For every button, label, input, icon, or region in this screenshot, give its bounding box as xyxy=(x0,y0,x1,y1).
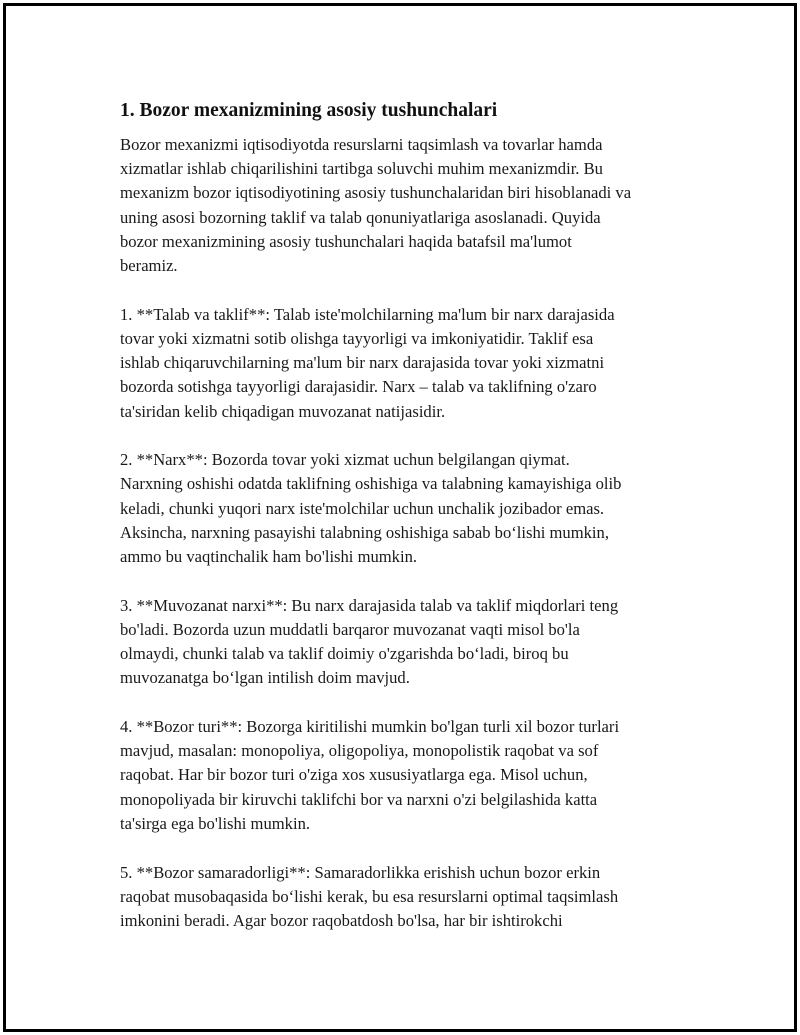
text-line: ammo bu vaqtinchalik ham bo'lishi mumkin. xyxy=(120,547,418,567)
paragraph-muvozanat-narxi xyxy=(120,594,710,691)
paragraph-intro xyxy=(120,133,710,278)
text-line: bo'ladi. Bozorda uzun muddatli barqaror muvozanat vaqti misol bo'la xyxy=(120,619,580,639)
text-line: ishlab chiqaruvchilarning ma'lum bir narx darajasida tovar yoki xizmatni xyxy=(120,353,605,373)
text-line: raqobat musobaqasida bo‘lishi kerak, bu esa resurslarni optimal taqsimlash xyxy=(120,886,619,906)
text-line: 3. **Muvozanat narxi**: Bu narx darajasida talab va taklif miqdorlari teng xyxy=(120,595,619,615)
text-line: tovar yoki xizmatni sotib olishga tayyorligi va imkoniyatidir. Taklif esa xyxy=(120,328,594,348)
text-line: Aksincha, narxning pasayishi talabning oshishiga sabab bo‘lishi mumkin, xyxy=(120,522,609,542)
paragraph-bozor-samaradorligi xyxy=(120,861,710,934)
text-line: imkonini beradi. Agar bozor raqobatdosh bo'lsa, har bir ishtirokchi xyxy=(120,910,563,930)
text-line: 4. **Bozor turi**: Bozorga kiritilishi mumkin bo'lgan turli xil bozor turlari xyxy=(120,717,620,737)
text-line: Narxning oshishi odatda taklifning oshishiga va talabning kamayishiga olib xyxy=(120,474,622,494)
text-line: keladi, chunki yuqori narx iste'molchilar uchun unchalik jozibador emas. xyxy=(120,498,605,518)
text-line: 1. **Talab va taklif**: Talab iste'molchilarning ma'lum bir narx darajasida xyxy=(120,304,615,324)
text-line: xizmatlar ishlab chiqarilishini tartibga soluvchi muhim mexanizmdir. Bu xyxy=(120,159,603,179)
text-line: ta'sirga ega bo'lishi mumkin. xyxy=(120,813,311,833)
paragraph-bozor-turi xyxy=(120,715,710,836)
text-line: 5. **Bozor samaradorligi**: Samaradorlikka erishish uchun bozor erkin xyxy=(120,862,601,882)
paragraph-talab-va-taklif xyxy=(120,303,710,424)
document-title: 1. Bozor mexanizmining asosiy tushunchalari xyxy=(120,100,498,121)
text-line: uning asosi bozorning taklif va talab qonuniyatlariga asoslanadi. Quyida xyxy=(120,207,601,227)
text-line: bozorda sotishga tayyorligi darajasidir. Narx – talab va taklifning o'zaro xyxy=(120,377,597,397)
text-line: ta'siridan kelib chiqadigan muvozanat natijasidir. xyxy=(120,401,446,421)
text-line: Bozor mexanizmi iqtisodiyotda resurslarni taqsimlash va tovarlar hamda xyxy=(120,135,603,154)
text-line: muvozanatga bo‘lgan intilish doim mavjud. xyxy=(120,668,410,688)
text-line: mexanizm bozor iqtisodiyotining asosiy tushunchalaridan biri hisoblanadi va xyxy=(120,183,632,203)
text-line: 2. **Narx**: Bozorda tovar yoki xizmat uchun belgilangan qiymat. xyxy=(120,450,570,470)
text-line: raqobat. Har bir bozor turi o'ziga xos xususiyatlarga ega. Misol uchun, xyxy=(120,765,588,785)
text-line: mavjud, masalan: monopoliya, oligopoliya, monopolistik raqobat va sof xyxy=(120,741,599,761)
text-line: beramiz. xyxy=(120,256,178,276)
text-line: bozor mexanizmining asosiy tushunchalari haqida batafsil ma'lumot xyxy=(120,231,572,251)
text-line: olmaydi, chunki talab va taklif doimiy o'zgarishda bo‘ladi, biroq bu xyxy=(120,644,569,664)
paragraph-narx xyxy=(120,448,710,569)
text-line: monopoliyada bir kiruvchi taklifchi bor va narxni o'zi belgilashida katta xyxy=(120,789,598,809)
document-body xyxy=(120,97,710,958)
page-frame xyxy=(3,3,797,1032)
